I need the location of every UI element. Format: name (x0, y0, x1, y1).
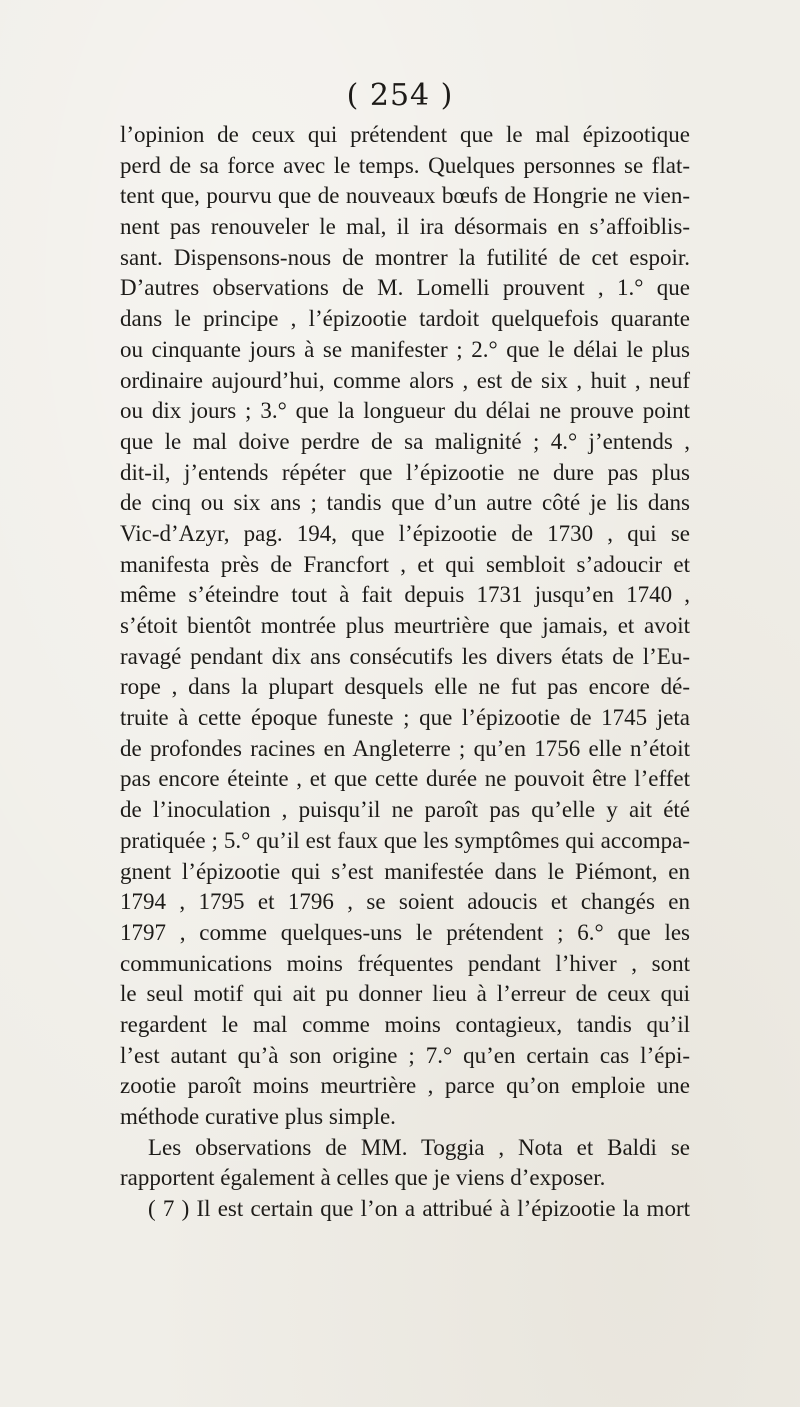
text-line: dans le principe , l’épizootie tardoit quelquefois quarante (120, 306, 690, 332)
text-line: 1797 , comme quelques-uns le prétendent ; 6.° que les (120, 919, 690, 945)
text-line: D’autres observations de M. Lomelli prouvent , 1.° que (120, 275, 690, 301)
text-line: regardent le mal comme moins contagieux, tandis qu’il (120, 1011, 690, 1037)
text-line: ou dix jours ; 3.° que la longueur du délai ne prouve point (120, 398, 690, 424)
text-line: dit-il, j’entends répéter que l’épizootie ne dure pas plus (120, 459, 690, 485)
text-line: s’étoit bientôt montrée plus meurtrière que jamais, et avoit (120, 613, 690, 638)
text-line: de profondes racines en Angleterre ; qu’en 1756 elle n’étoit (120, 735, 690, 761)
text-line: ordinaire aujourd’hui, comme alors , est de six , huit , neuf (120, 367, 690, 393)
text-line: même s’éteindre tout à fait depuis 1731 jusqu’en 1740 , (120, 582, 690, 608)
text-line: de cinq ou six ans ; tandis que d’un autre côté je lis dans (120, 490, 690, 516)
text-line: perd de sa force avec le temps. Quelques personnes se flat- (120, 152, 690, 178)
text-line: truite à cette époque funeste ; que l’épizootie de 1745 jeta (120, 705, 690, 731)
text-line: sant. Dispensons-nous de montrer la futilité de cet espoir. (120, 244, 690, 270)
text-line: gnent l’épizootie qui s’est manifestée dans le Piémont, en (120, 858, 690, 884)
text-line: pratiquée ; 5.° qu’il est faux que les symptômes qui accompa- (120, 827, 690, 853)
text-line: méthode curative plus simple. (120, 1104, 396, 1129)
main-text (120, 120, 690, 1225)
text-line: Vic-d’Azyr, pag. 194, que l’épizootie de 1730 , qui se (120, 520, 690, 546)
text-line: rope , dans la plupart desquels elle ne fut pas encore dé- (120, 674, 690, 700)
text-line: communications moins fréquentes pendant l’hiver , sont (120, 950, 690, 976)
text-line: zootie paroît moins meurtrière , parce qu’on emploie une (120, 1073, 690, 1099)
text-line: de l’inoculation , puisqu’il ne paroît pas qu’elle y ait été (120, 797, 690, 823)
text-line: que le mal doive perdre de sa malignité ; 4.° j’entends , (120, 428, 690, 454)
text-line: l’est autant qu’à son origine ; 7.° qu’en certain cas l’épi- (120, 1042, 690, 1068)
page-number: ( 254 ) (346, 78, 454, 113)
text-line: ou cinquante jours à se manifester ; 2.° que le délai le plus (120, 336, 690, 362)
text-line: tent que, pourvu que de nouveaux bœufs de Hongrie ne vien- (120, 183, 690, 209)
paragraph-line: Les observations de MM. Toggia , Nota et Baldi se (148, 1134, 690, 1160)
text-line: le seul motif qui ait pu donner lieu à l’erreur de ceux qui (120, 981, 690, 1007)
text-line: manifesta près de Francfort , et qui sembloit s’adoucir et (120, 551, 690, 577)
footnote: ( 7 ) Il est certain que l’on a attribué à l’épizootie la mort (148, 1196, 690, 1222)
text-line: l’opinion de ceux qui prétendent que le mal épizootique (120, 122, 690, 147)
text-line: ravagé pendant dix ans consécutifs les divers états de l’Eu- (120, 643, 690, 669)
text-line: 1794 , 1795 et 1796 , se soient adoucis et changés en (120, 889, 690, 915)
text-line: pas encore éteinte , et que cette durée ne pouvoit être l’effet (120, 766, 690, 792)
text-line: nent pas renouveler le mal, il ira désormais en s’affoiblis- (120, 214, 690, 240)
paragraph-line: rapportent également à celles que je viens d’exposer. (120, 1165, 606, 1191)
